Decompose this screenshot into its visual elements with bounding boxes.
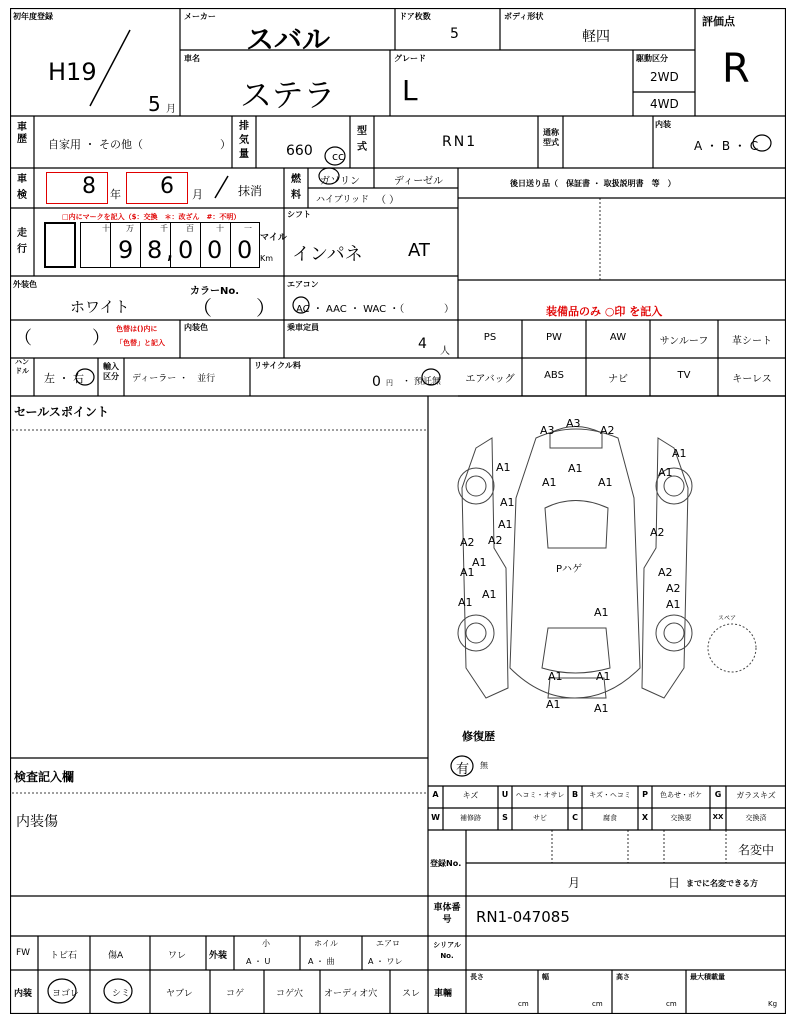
tobiishi: トビ石 [50,951,78,961]
dmg-roof: Pハゲ [556,564,583,575]
insp-month: 6 [160,174,174,199]
recycle-status: ・ 預託無 [402,377,441,387]
dmg-a2-l1: A2 [488,534,503,547]
mark-yogore [48,979,76,1003]
mark-cc [325,147,345,165]
legend-desc: サビ [533,814,547,822]
import-value: ディーラー ・ 並行 [132,374,216,384]
interior-bottom-label: 内装 [14,989,33,999]
small-options: A ・ U [246,957,271,966]
width-label: 幅 [542,973,549,981]
dmg-a1-mid: A1 [598,476,613,489]
maker-value: スバル [246,23,331,56]
km-unit: Km [260,254,274,263]
shimi: シミ [112,989,131,999]
height-label: 高さ [616,973,630,981]
dmg-a1-r1: A1 [658,466,673,479]
mark-gasoline [319,168,339,184]
audio-hole: オーディオ穴 [324,989,378,999]
unit-hyaku: 百 [186,224,194,233]
displacement-label: 排気量 [239,121,249,160]
unit-sen: 千 [160,224,168,233]
unit-man: 万 [126,224,134,233]
equip-abs: ABS [544,370,564,381]
history-label: 車歴 [17,122,27,145]
dmg-a1-hood: A1 [542,476,557,489]
shift-position: インパネ [292,244,363,265]
equip-leather: 革シート [732,336,772,347]
length-unit: cm [518,1000,529,1008]
odo-digit-4: 0 [207,236,223,264]
dmg-a1-l2: A1 [498,518,513,531]
yogore: ヨゴレ [52,989,80,999]
legend-code: P [642,790,648,799]
insp-year: 8 [82,174,96,199]
repair-label: 修復歴 [462,730,495,743]
shift-type: AT [408,240,430,261]
legend-desc: キズ・ヘコミ [589,791,631,799]
koge: コゲ [226,989,245,999]
legend-code: U [501,790,509,799]
capacity-value: 4 [418,336,427,352]
exterior-label: 外装 [209,951,228,961]
capacity-unit: 人 [440,346,450,357]
dmg-a1-b1: A1 [548,670,563,683]
odo-digit-1: 9 [118,236,134,264]
ext-color-label: 外装色 [13,280,37,289]
yen-unit: 円 [386,379,393,387]
legend-desc: 腐食 [603,814,617,822]
documents-label: 後日送り品（ 保証書 ・ 取扱説明書 等 ） [510,179,676,188]
equip-pw: PW [546,332,562,343]
legend-code: A [432,790,439,799]
chassis-label: 車体番号 [433,903,461,925]
drive-label: 駆動区分 [636,54,668,63]
legend-desc: ガラスキズ [736,791,776,800]
max-load-unit: Kg [768,1000,778,1008]
mark-interior-c [753,135,771,151]
grade-value: L [402,74,418,107]
inspection-label: 車検 [17,174,27,201]
chassis-number: RN1-047085 [476,908,570,926]
inspection-notes-label: 検査記入欄 [14,770,75,784]
dmg-a1-b4: A1 [594,702,609,715]
car-name-value: ステラ [240,76,336,114]
legend-desc: キズ [462,791,479,800]
vehicle-size-label: 車輛 [434,989,453,999]
legend-desc: ヘコミ・オサレ [515,791,565,799]
repair-has: 有 [456,762,470,777]
dmg-a1-b2: A1 [596,670,611,683]
inspection-notes-value: 内装傷 [16,814,58,830]
aero-options: A ・ ワレ [368,957,403,966]
cancelled: 抹消 [238,184,263,198]
car-name-label: 車名 [184,54,200,63]
fuel-paren: （ ） [376,195,400,206]
fw-label: FW [16,948,31,958]
repair-none: 無 [480,761,488,770]
mark-recycle [422,369,440,385]
legend-desc: 補修跡 [460,814,481,822]
mark-ac [293,297,309,313]
ac-close: ） [444,304,454,315]
first-reg-year: H19 [48,58,97,86]
ac-options: AC ・ AAC ・ WAC ・（ [296,304,405,315]
drive-2wd: 2WD [650,70,679,84]
color-no-label: カラーNo. [190,286,240,297]
dmg-a2-r2: A2 [658,566,673,579]
history-close: ） [220,138,231,151]
ware: ワレ [168,951,187,961]
body-label: ボディ形状 [504,12,544,21]
ac-label: エアコン [287,280,319,289]
dmg-a1-l1: A1 [500,496,515,509]
reg-month: 月 [568,876,581,890]
year-unit: 年 [110,188,121,201]
dmg-a3-mid: A3 [566,417,581,430]
legend-code: W [431,813,440,822]
fuel-hybrid: ハイブリッド [316,195,370,205]
interior-grade-label: 内装 [655,120,671,129]
width-unit: cm [592,1000,603,1008]
body-value: 軽四 [582,29,610,45]
rating-label: 評価点 [702,15,735,28]
kogeana: コゲ穴 [276,989,304,999]
first-reg-label: 初年度登録 [13,12,53,21]
sure: スレ [402,989,421,999]
length-label: 長さ [470,973,484,981]
grade-label: グレード [394,54,426,63]
dmg-a1-r2: A1 [666,598,681,611]
interior-grade-options: A ・ B ・ C [694,139,759,153]
capacity-label: 乗車定員 [287,323,319,332]
reg-deadline: までに名変できる方 [686,879,758,888]
legend-code: X [641,813,649,822]
equip-aw: AW [609,332,627,343]
serial-label: シリアルNo. [433,941,461,960]
ext-color-value: ホワイト [70,298,130,316]
handwritten-marks [10,8,786,1014]
month-unit: 月 [192,188,203,201]
history-text: 自家用 ・ その他（ [48,138,143,151]
dmg-a1-l5: A1 [482,588,497,601]
dmg-a2-top: A2 [600,424,615,437]
unit-ju: 十 [102,224,110,233]
recycle-label: リサイクル料 [254,361,301,370]
equipment-header: 装備品のみ ○印 を記入 [546,305,663,318]
handle-value: 左 ・ 右 [44,372,84,385]
color-change-note-1: 色替は()内に [116,325,158,333]
height-unit: cm [666,1000,677,1008]
dmg-a2-r3: A2 [666,582,681,595]
auction-sheet: 初年度登録 H19 5 月 メーカー スバル ドア枚数 5 ボディ形状 軽四 評価点 R 車名 ステラ グレード L 駆動区分 2WD 4WD 車歴 自家用 ・ その他（ ） 排気量 660 cc 型式 RN1 通称型式 内装 A ・ B ・ C 車検 8 年 6 月 抹消 燃料 ガソリン ディーゼル ハイブリッド （ ） 後日送り品（ 保証書 ・ 取扱説明書 等 ） 走行 □内にマークを記入（$：交換 ＊：改ざん #：不明） 十 万 千 百 十 一 9 8 , 0 0 0 マイル Km シフト インパネ AT 外装色 ホワイト カラーNo. （ ） エアコン AC ・ AAC ・ WAC ・（ ） 装備品のみ ○印 を記入 （ ） 色替は()内に 「色替」と記入 内装色 乗車定員 4 人 PS PW AW サンルーフ 革シート エアバッグ ABS ナビ TV キーレス ハンドル 左 ・ 右 輸入区分 ディーラー ・ 並行 リサイクル料 0 円 ・ 預託無 セールスポイント 検査記入欄 内装傷 A3 A3 A2 A1 A1 A1 A1 A1 A1 A1 A1 A2 A2 A1 A1 A1 A1 A2 A2 A2 A1 A1 A1 A1 A1 A1 Pハゲ スペア 修復歴 有 無 A キズ U ヘコミ・オサレ B キズ・ヘコミ P 色あせ・ボケ G ガラスキズ W 補修跡 S サビ C 腐食 X 交換要 XX 交換済 登録No. 名変中 月 日 までに名変できる方 車体番号 RN1-047085 FW トビ石 傷A ワレ 外装 小 A ・ U ホイル A ・ 曲 エアロ A ・ ワレ シリアルNo. 内装 ヨゴレ シミ ヤブレ コゲ コゲ穴 オーディオ穴 スレ 車輛 長さ cm 幅 cm 高さ cm 最大積載量 Kg [10,8,786,1014]
dmg-a2-l2: A2 [460,536,475,549]
rating-value: R [722,46,750,92]
small-label: 小 [262,939,270,948]
spare-label: スペア [718,615,737,622]
dmg-a3-left: A3 [540,424,555,437]
dmg-a1-b3: A1 [546,698,561,711]
mileage-label: 走行 [17,228,27,255]
legend-desc: 色あせ・ボケ [660,791,702,799]
legend-desc: 交換要 [670,814,692,822]
equip-sunroof: サンルーフ [659,336,709,347]
recycle-value: 0 [372,374,381,390]
wheel-options: A ・ 曲 [308,957,335,966]
dmg-a1-rr: A1 [594,606,609,619]
legend-code: S [502,813,508,822]
fuel-diesel: ディーゼル [394,176,443,187]
legend-code: G [714,790,722,799]
dmg-a1-top: A1 [568,462,583,475]
equip-tv: TV [677,370,691,381]
model-label: 型式 [357,126,367,153]
legend-code: XX [712,813,724,821]
yabure: ヤブレ [166,989,193,999]
odo-digit-5: 0 [237,236,253,264]
first-reg-month-unit: 月 [166,104,176,115]
mark-shimi [104,979,132,1003]
drive-4wd: 4WD [650,97,679,111]
aero-label: エアロ [376,939,400,948]
odo-digit-2: 8 [147,236,163,264]
dmg-a1-l4: A1 [460,566,475,579]
unit-ju2: 十 [216,224,224,233]
reg-day: 日 [668,876,681,890]
dmg-a2-r1: A2 [650,526,665,539]
maker-label: メーカー [184,12,216,21]
equip-keyless: キーレス [732,374,772,385]
mile-unit: マイル [260,233,287,243]
import-label: 輸入区分 [103,362,119,381]
int-color-label: 内装色 [184,323,208,332]
wheel-label: ホイル [314,939,338,948]
doors-value: 5 [450,26,459,42]
kizu-a: 傷A [108,951,124,961]
legend-desc: 交換済 [745,814,767,822]
mark-repair-has [451,756,473,776]
fuel-gasoline: ガソリン [320,176,360,187]
dmg-a1-fl: A1 [496,461,511,474]
handle-label: ハンドル [15,358,29,375]
equip-ps: PS [483,332,497,343]
dmg-a1-rt: A1 [672,447,687,460]
dmg-a1-l3: A1 [472,556,487,569]
equip-navi: ナビ [608,374,628,385]
doors-label: ドア枚数 [399,12,431,21]
common-model-label: 通称型式 [543,128,559,147]
sales-points-label: セールスポイント [14,405,109,419]
displacement-value: 660 [286,143,313,159]
color-change-note-2: 「色替」と記入 [116,339,165,347]
cc-unit: cc [332,150,345,163]
first-reg-month: 5 [148,92,161,116]
legend-code: C [572,813,578,822]
odo-comma: , [166,236,174,264]
name-change-status: 名変中 [738,843,775,857]
legend-code: B [571,790,579,799]
unit-ichi: 一 [244,224,252,233]
shift-label: シフト [287,210,311,219]
max-load-label: 最大積載量 [690,973,725,981]
dmg-a1-l6: A1 [458,596,473,609]
odo-digit-3: 0 [178,236,194,264]
registration-label: 登録No. [430,859,462,868]
mark-note: □内にマークを記入（$：交換 ＊：改ざん #：不明） [62,213,241,221]
equip-airbag: エアバッグ [465,374,515,385]
mark-handle-right [76,369,94,385]
model-value: RN1 [442,134,478,150]
fuel-label: 燃料 [291,174,301,201]
